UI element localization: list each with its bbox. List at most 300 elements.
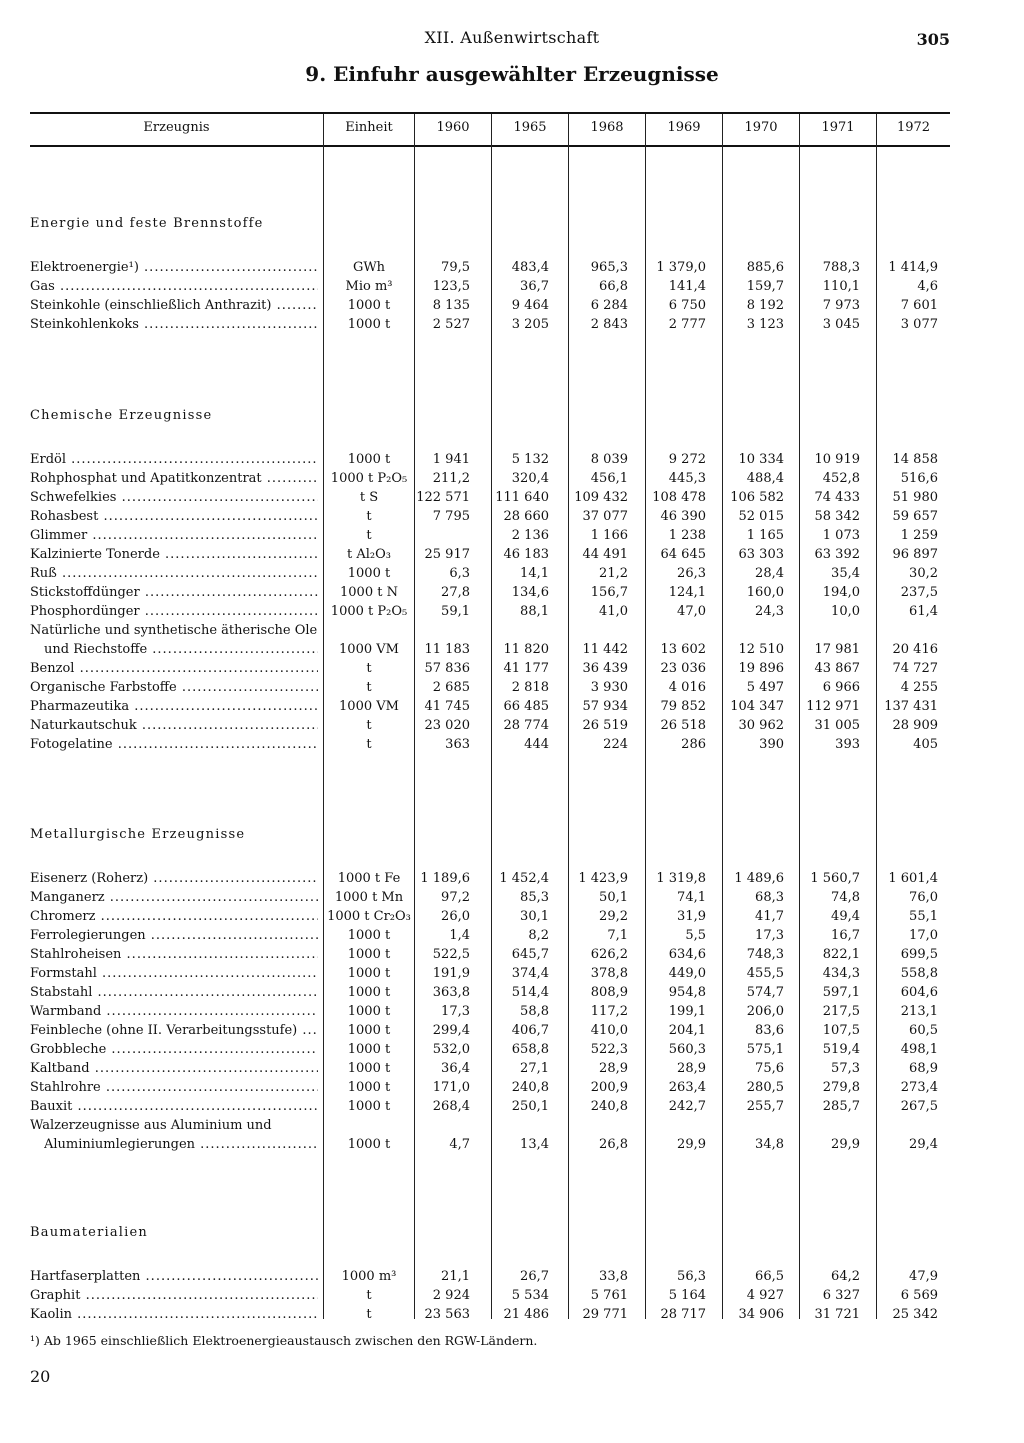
row-unit: t S (359, 490, 379, 505)
value-cell-1960: 11 183 (424, 642, 470, 657)
page-number: 305 (916, 30, 950, 49)
value-cell-1960: 2 685 (432, 680, 470, 695)
table-row (0, 1004, 1024, 1023)
value-cell-1970: 30 962 (738, 718, 784, 733)
value-cell-1972: 4,6 (917, 279, 938, 294)
table-row (0, 1137, 1024, 1156)
value-cell-1968: 6 284 (590, 298, 628, 313)
value-cell-1972: 558,8 (900, 966, 938, 981)
value-cell-1971: 597,1 (822, 985, 860, 1000)
value-cell-1968: 117,2 (590, 1004, 628, 1019)
row-unit: GWh (352, 260, 386, 275)
value-cell-1960: 1 189,6 (420, 871, 470, 886)
value-cell-1965: 88,1 (520, 604, 549, 619)
row-label: Kaolin ..... (30, 1307, 318, 1322)
value-cell-1970: 52 015 (738, 509, 784, 524)
value-cell-1971: 17 981 (814, 642, 860, 657)
table-row (0, 471, 1024, 490)
table-row (0, 642, 1024, 661)
row-unit: t (366, 509, 372, 524)
value-cell-1968: 3 930 (590, 680, 628, 695)
value-cell-1960: 7 795 (432, 509, 470, 524)
value-cell-1971: 74,8 (831, 890, 860, 905)
value-cell-1972: 498,1 (900, 1042, 938, 1057)
value-cell-1965: 27,1 (520, 1061, 549, 1076)
value-cell-1972: 17,0 (909, 928, 938, 943)
value-cell-1970: 488,4 (746, 471, 784, 486)
value-cell-1970: 106 582 (730, 490, 784, 505)
row-label: Grobbleche ..... (30, 1042, 318, 1057)
value-cell-1960: 8 135 (432, 298, 470, 313)
table-row (0, 1042, 1024, 1061)
value-cell-1968: 109 432 (574, 490, 628, 505)
value-cell-1971: 519,4 (822, 1042, 860, 1057)
table-title: 9. Einfuhr ausgewählter Erzeugnisse (305, 62, 719, 86)
value-cell-1960: 57 836 (424, 661, 470, 676)
table-row (0, 566, 1024, 585)
value-cell-1965: 41 177 (503, 661, 549, 676)
row-unit: 1000 t (347, 985, 391, 1000)
value-cell-1968: 456,1 (590, 471, 628, 486)
row-label: Pharmazeutika ..... (30, 699, 318, 714)
value-cell-1970: 28,4 (755, 566, 784, 581)
value-cell-1960: 17,3 (441, 1004, 470, 1019)
value-cell-1969: 560,3 (668, 1042, 706, 1057)
value-cell-1970: 390 (759, 737, 784, 752)
value-cell-1965: 444 (524, 737, 549, 752)
column-header-1969: 1969 (667, 120, 701, 135)
value-cell-1972: 3 077 (900, 317, 938, 332)
value-cell-1972: 1 601,4 (888, 871, 938, 886)
value-cell-1960: 6,3 (449, 566, 470, 581)
value-cell-1960: 21,1 (441, 1269, 470, 1284)
value-cell-1970: 159,7 (746, 279, 784, 294)
table-row (0, 947, 1024, 966)
row-unit: 1000 t Mn (334, 890, 404, 905)
row-label: Feinbleche (ohne II. Verarbeitungsstufe) ..... (30, 1023, 318, 1038)
value-cell-1972: 6 569 (900, 1288, 938, 1303)
value-cell-1960: 363,8 (432, 985, 470, 1000)
value-cell-1971: 452,8 (822, 471, 860, 486)
value-cell-1971: 822,1 (822, 947, 860, 962)
value-cell-1972: 51 980 (892, 490, 938, 505)
value-cell-1972: 59 657 (892, 509, 938, 524)
value-cell-1969: 13 602 (660, 642, 706, 657)
value-cell-1971: 285,7 (822, 1099, 860, 1114)
value-cell-1968: 1 166 (590, 528, 628, 543)
value-cell-1971: 110,1 (822, 279, 860, 294)
column-header-1970: 1970 (744, 120, 778, 135)
row-unit: 1000 t (347, 298, 391, 313)
value-cell-1960: 26,0 (441, 909, 470, 924)
value-cell-1970: 63 303 (738, 547, 784, 562)
value-cell-1972: 273,4 (900, 1080, 938, 1095)
value-cell-1970: 34 906 (738, 1307, 784, 1322)
value-cell-1970: 8 192 (746, 298, 784, 313)
value-cell-1960: 1 941 (432, 452, 470, 467)
table-row (0, 661, 1024, 680)
value-cell-1971: 29,9 (831, 1137, 860, 1152)
row-unit: 1000 t (347, 1080, 391, 1095)
row-unit: t (366, 718, 372, 733)
value-cell-1972: 4 255 (900, 680, 938, 695)
value-cell-1970: 17,3 (755, 928, 784, 943)
value-cell-1970: 255,7 (746, 1099, 784, 1114)
value-cell-1969: 9 272 (668, 452, 706, 467)
row-unit: t (366, 737, 372, 752)
row-unit: t (366, 1288, 372, 1303)
value-cell-1971: 43 867 (814, 661, 860, 676)
row-label: Glimmer ..... (30, 528, 318, 543)
value-cell-1965: 658,8 (511, 1042, 549, 1057)
row-unit: t (366, 661, 372, 676)
value-cell-1968: 33,8 (599, 1269, 628, 1284)
value-cell-1969: 242,7 (668, 1099, 706, 1114)
row-label: Ferrolegierungen ..... (30, 928, 318, 943)
value-cell-1968: 66,8 (599, 279, 628, 294)
row-unit: 1000 t (347, 1099, 391, 1114)
row-unit: t (366, 528, 372, 543)
row-label: Kaltband ..... (30, 1061, 318, 1076)
value-cell-1968: 240,8 (590, 1099, 628, 1114)
value-cell-1965: 320,4 (511, 471, 549, 486)
value-cell-1968: 808,9 (590, 985, 628, 1000)
table-row (0, 909, 1024, 928)
row-label: Hartfaserplatten ..... (30, 1269, 318, 1284)
value-cell-1971: 10 919 (814, 452, 860, 467)
row-label: Steinkohle (einschließlich Anthrazit) ..... (30, 298, 318, 313)
value-cell-1971: 788,3 (822, 260, 860, 275)
value-cell-1969: 199,1 (668, 1004, 706, 1019)
value-cell-1970: 574,7 (746, 985, 784, 1000)
value-cell-1968: 36 439 (582, 661, 628, 676)
value-cell-1972: 213,1 (900, 1004, 938, 1019)
column-header-1965: 1965 (513, 120, 547, 135)
row-label: Schwefelkies ..... (30, 490, 318, 505)
value-cell-1970: 1 489,6 (734, 871, 784, 886)
row-label: Natürliche und synthetische ätherische Öle (30, 623, 318, 638)
value-cell-1970: 4 927 (746, 1288, 784, 1303)
value-cell-1972: 14 858 (892, 452, 938, 467)
value-cell-1969: 64 645 (660, 547, 706, 562)
value-cell-1968: 57 934 (582, 699, 628, 714)
value-cell-1960: 79,5 (441, 260, 470, 275)
value-cell-1965: 2 136 (511, 528, 549, 543)
table-row (0, 718, 1024, 737)
value-cell-1970: 34,8 (755, 1137, 784, 1152)
row-unit: 1000 m³ (341, 1269, 397, 1284)
value-cell-1968: 1 423,9 (578, 871, 628, 886)
value-cell-1968: 378,8 (590, 966, 628, 981)
value-cell-1970: 24,3 (755, 604, 784, 619)
table-row (0, 966, 1024, 985)
table-row (0, 1061, 1024, 1080)
value-cell-1965: 30,1 (520, 909, 549, 924)
value-cell-1970: 75,6 (755, 1061, 784, 1076)
value-cell-1965: 134,6 (511, 585, 549, 600)
value-cell-1969: 141,4 (668, 279, 706, 294)
value-cell-1971: 16,7 (831, 928, 860, 943)
table-row (0, 547, 1024, 566)
table-header-rule (30, 145, 950, 147)
value-cell-1965: 58,8 (520, 1004, 549, 1019)
value-cell-1960: 123,5 (432, 279, 470, 294)
value-cell-1970: 12 510 (738, 642, 784, 657)
table-row (0, 1080, 1024, 1099)
value-cell-1971: 1 073 (822, 528, 860, 543)
value-cell-1972: 60,5 (909, 1023, 938, 1038)
value-cell-1965: 46 183 (503, 547, 549, 562)
value-cell-1972: 55,1 (909, 909, 938, 924)
table-row (0, 985, 1024, 1004)
value-cell-1971: 63 392 (814, 547, 860, 562)
value-cell-1972: 25 342 (892, 1307, 938, 1322)
value-cell-1972: 28 909 (892, 718, 938, 733)
value-cell-1960: 23 020 (424, 718, 470, 733)
row-label: Eisenerz (Roherz) ..... (30, 871, 318, 886)
running-header: XII. Außenwirtschaft (424, 28, 600, 47)
row-unit: 1000 t (347, 1061, 391, 1076)
value-cell-1960: 363 (445, 737, 470, 752)
row-label: Organische Farbstoffe ..... (30, 680, 318, 695)
value-cell-1969: 2 777 (668, 317, 706, 332)
value-cell-1972: 68,9 (909, 1061, 938, 1076)
value-cell-1970: 5 497 (746, 680, 784, 695)
value-cell-1965: 1 452,4 (499, 871, 549, 886)
value-cell-1965: 5 534 (511, 1288, 549, 1303)
value-cell-1965: 5 132 (511, 452, 549, 467)
value-cell-1968: 29,2 (599, 909, 628, 924)
row-label: Graphit ..... (30, 1288, 318, 1303)
value-cell-1968: 11 442 (582, 642, 628, 657)
value-cell-1960: 2 924 (432, 1288, 470, 1303)
value-cell-1970: 575,1 (746, 1042, 784, 1057)
table-row (0, 490, 1024, 509)
value-cell-1968: 522,3 (590, 1042, 628, 1057)
value-cell-1968: 41,0 (599, 604, 628, 619)
section-heading: Metallurgische Erzeugnisse (30, 827, 246, 842)
value-cell-1968: 626,2 (590, 947, 628, 962)
value-cell-1971: 6 327 (822, 1288, 860, 1303)
value-cell-1968: 26,8 (599, 1137, 628, 1152)
row-label: Rohphosphat und Apatitkonzentrat ..... (30, 471, 318, 486)
row-unit: 1000 VM (339, 642, 399, 657)
row-label: Benzol ..... (30, 661, 318, 676)
value-cell-1968: 965,3 (590, 260, 628, 275)
row-label: und Riechstoffe ..... (44, 642, 318, 657)
value-cell-1972: 1 259 (900, 528, 938, 543)
value-cell-1972: 61,4 (909, 604, 938, 619)
row-label: Warmband ..... (30, 1004, 318, 1019)
table-row (0, 1118, 1024, 1137)
value-cell-1965: 406,7 (511, 1023, 549, 1038)
value-cell-1969: 46 390 (660, 509, 706, 524)
row-label: Naturkautschuk ..... (30, 718, 318, 733)
row-unit: 1000 t (347, 566, 391, 581)
value-cell-1969: 26 518 (660, 718, 706, 733)
table-row (0, 890, 1024, 909)
value-cell-1972: 29,4 (909, 1137, 938, 1152)
row-unit: 1000 t (347, 928, 391, 943)
row-unit: 1000 t (347, 1023, 391, 1038)
value-cell-1968: 410,0 (590, 1023, 628, 1038)
value-cell-1970: 455,5 (746, 966, 784, 981)
value-cell-1960: 211,2 (432, 471, 470, 486)
value-cell-1968: 21,2 (599, 566, 628, 581)
table-row (0, 871, 1024, 890)
value-cell-1965: 14,1 (520, 566, 549, 581)
row-label: Phosphordünger ..... (30, 604, 318, 619)
value-cell-1969: 204,1 (668, 1023, 706, 1038)
value-cell-1971: 31 005 (814, 718, 860, 733)
value-cell-1969: 79 852 (660, 699, 706, 714)
table-row (0, 317, 1024, 336)
value-cell-1965: 514,4 (511, 985, 549, 1000)
value-cell-1971: 194,0 (822, 585, 860, 600)
value-cell-1960: 122 571 (416, 490, 470, 505)
value-cell-1971: 49,4 (831, 909, 860, 924)
row-label: Rohasbest ..... (30, 509, 318, 524)
row-unit: 1000 t P₂O₅ (330, 604, 408, 619)
value-cell-1969: 1 379,0 (656, 260, 706, 275)
value-cell-1960: 532,0 (432, 1042, 470, 1057)
row-unit: 1000 t (347, 1004, 391, 1019)
value-cell-1972: 7 601 (900, 298, 938, 313)
row-unit: 1000 t N (340, 585, 398, 600)
value-cell-1972: 516,6 (900, 471, 938, 486)
table-top-rule (30, 112, 950, 114)
value-cell-1971: 58 342 (814, 509, 860, 524)
row-unit: 1000 t (347, 1042, 391, 1057)
table-row (0, 585, 1024, 604)
value-cell-1970: 3 123 (746, 317, 784, 332)
table-row (0, 928, 1024, 947)
value-cell-1965: 111 640 (495, 490, 549, 505)
row-label: Gas ..... (30, 279, 318, 294)
value-cell-1972: 96 897 (892, 547, 938, 562)
table-row (0, 452, 1024, 471)
value-cell-1969: 124,1 (668, 585, 706, 600)
value-cell-1972: 47,9 (909, 1269, 938, 1284)
row-unit: 1000 t (347, 317, 391, 332)
row-unit: 1000 t (347, 947, 391, 962)
row-unit: 1000 VM (339, 699, 399, 714)
value-cell-1968: 29 771 (582, 1307, 628, 1322)
row-label: Formstahl ..... (30, 966, 318, 981)
row-label: Stickstoffdünger ..... (30, 585, 318, 600)
value-cell-1960: 522,5 (432, 947, 470, 962)
value-cell-1965: 2 818 (511, 680, 549, 695)
value-cell-1968: 224 (603, 737, 628, 752)
section-heading: Energie und feste Brennstoffe (30, 216, 264, 231)
row-label: Chromerz ..... (30, 909, 318, 924)
value-cell-1965: 250,1 (511, 1099, 549, 1114)
value-cell-1969: 954,8 (668, 985, 706, 1000)
table-row (0, 279, 1024, 298)
row-label: Manganerz ..... (30, 890, 318, 905)
value-cell-1970: 1 165 (746, 528, 784, 543)
row-unit: t (366, 680, 372, 695)
value-cell-1969: 263,4 (668, 1080, 706, 1095)
value-cell-1960: 36,4 (441, 1061, 470, 1076)
value-cell-1971: 35,4 (831, 566, 860, 581)
row-unit: 1000 t (347, 966, 391, 981)
value-cell-1971: 57,3 (831, 1061, 860, 1076)
value-cell-1969: 286 (681, 737, 706, 752)
value-cell-1969: 29,9 (677, 1137, 706, 1152)
value-cell-1965: 28 774 (503, 718, 549, 733)
value-cell-1968: 2 843 (590, 317, 628, 332)
table-row (0, 737, 1024, 756)
value-cell-1968: 44 491 (582, 547, 628, 562)
value-cell-1965: 21 486 (503, 1307, 549, 1322)
table-row (0, 528, 1024, 547)
value-cell-1969: 4 016 (668, 680, 706, 695)
row-unit: 1000 t P₂O₅ (330, 471, 408, 486)
value-cell-1971: 279,8 (822, 1080, 860, 1095)
value-cell-1960: 1,4 (449, 928, 470, 943)
value-cell-1971: 6 966 (822, 680, 860, 695)
row-unit: 1000 t (347, 1137, 391, 1152)
value-cell-1960: 41 745 (424, 699, 470, 714)
value-cell-1969: 634,6 (668, 947, 706, 962)
value-cell-1972: 137 431 (884, 699, 938, 714)
table-row (0, 1288, 1024, 1307)
value-cell-1970: 83,6 (755, 1023, 784, 1038)
table-row (0, 1099, 1024, 1118)
value-cell-1969: 6 750 (668, 298, 706, 313)
value-cell-1969: 445,3 (668, 471, 706, 486)
column-header-1972: 1972 (896, 120, 931, 135)
value-cell-1965: 26,7 (520, 1269, 549, 1284)
column-header-einheit: Einheit (345, 120, 393, 135)
value-cell-1969: 1 319,8 (656, 871, 706, 886)
value-cell-1960: 268,4 (432, 1099, 470, 1114)
row-label: Bauxit ..... (30, 1099, 318, 1114)
value-cell-1970: 66,5 (755, 1269, 784, 1284)
value-cell-1970: 19 896 (738, 661, 784, 676)
value-cell-1965: 9 464 (511, 298, 549, 313)
value-cell-1960: 299,4 (432, 1023, 470, 1038)
value-cell-1965: 645,7 (511, 947, 549, 962)
value-cell-1960: 27,8 (441, 585, 470, 600)
table-row (0, 1307, 1024, 1326)
value-cell-1971: 3 045 (822, 317, 860, 332)
value-cell-1972: 74 727 (892, 661, 938, 676)
value-cell-1969: 74,1 (677, 890, 706, 905)
row-unit: Mio m³ (345, 279, 393, 294)
value-cell-1968: 50,1 (599, 890, 628, 905)
column-header-1968: 1968 (590, 120, 624, 135)
value-cell-1965: 240,8 (511, 1080, 549, 1095)
value-cell-1972: 267,5 (900, 1099, 938, 1114)
row-label: Elektroenergie¹) ..... (30, 260, 318, 275)
value-cell-1971: 64,2 (831, 1269, 860, 1284)
value-cell-1960: 2 527 (432, 317, 470, 332)
footnote: ¹) Ab 1965 einschließlich Elektroenergieaustausch zwischen den RGW-Ländern. (30, 1333, 538, 1348)
value-cell-1968: 156,7 (590, 585, 628, 600)
value-cell-1972: 20 416 (892, 642, 938, 657)
value-cell-1972: 1 414,9 (888, 260, 938, 275)
value-cell-1972: 604,6 (900, 985, 938, 1000)
value-cell-1968: 26 519 (582, 718, 628, 733)
table-row (0, 604, 1024, 623)
value-cell-1969: 28 717 (660, 1307, 706, 1322)
value-cell-1970: 206,0 (746, 1004, 784, 1019)
value-cell-1969: 47,0 (677, 604, 706, 619)
value-cell-1971: 1 560,7 (810, 871, 860, 886)
value-cell-1968: 5 761 (590, 1288, 628, 1303)
